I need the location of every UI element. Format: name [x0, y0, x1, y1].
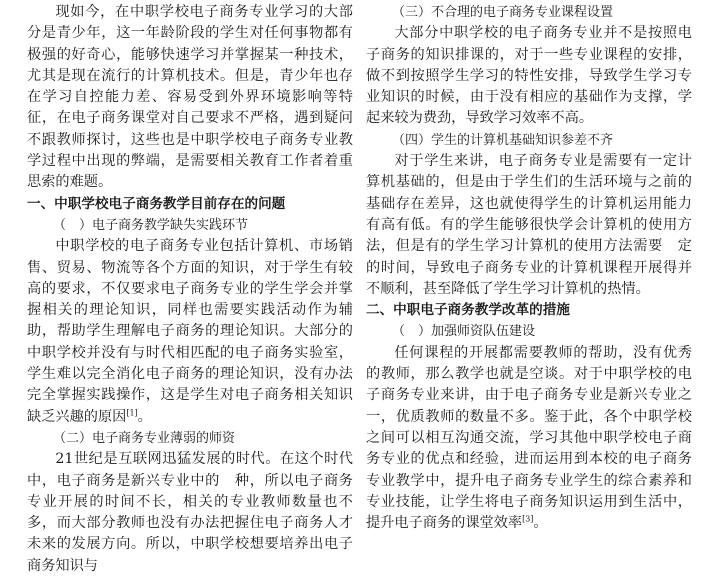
paragraph-computer-basics: 对于学生来讲，电子商务专业是需要有一定计算机基础的，但是由于学生们的生活环境与之前的基础存在差异，这也就使得学生的计算机运用能力有高有低。有的学生能够很快学会计算机的使用方法，但是有的学生学习计算机的使用方法需要 定的时间，导致电子商务专业的计算机课程开展得并不顺利，甚至降低了学生学习计算机的热情。: [366, 153, 692, 297]
right-column: [366, 2, 692, 534]
section-heading-problems: 一、中职学校电子商务教学目前存在的问题: [27, 195, 286, 212]
paragraph-practice-end: 。: [137, 408, 152, 425]
paragraph-practice-text: 中职学校的电子商务专业包括计算机、市场销售、贸易、物流等各个方面的知识，对于学生有较高的要求，不仅要求电子商务专业的学生学会并掌握相关的理论知识，同样也需要实践活动作为辅助，帮助学生理解电子商务的理论知识。大部分的中职学校并没有与时代相匹配的电子商务实验室，学生难以完全消化电子商务的理论知识，没有办法完全掌握实践操作，这是学生对电子商务相关知识缺乏兴趣的原因: [27, 238, 353, 425]
paragraph-practice: [27, 236, 353, 428]
paragraph-teachers: 21世纪是互联网迅猛发展的时代。在这个时代中，电子商务是新兴专业中的 种，所以电子商务专业开展的时间不长，相关的专业教师数量也不多，而大部分教师也没有办法把握住电子商务人才未来的发展方向。所以，中职学校想要培养出电子商务知识与: [27, 451, 353, 574]
citation-1: [1]: [126, 407, 138, 417]
paragraph-teacher-team-end: 。: [533, 515, 548, 532]
paragraph-curriculum: 大部分中职学校的电子商务专业并不是按照电子商务的知识排课的，对于一些专业课程的安排，做不到按照学生学习的特性安排，导致学生学习专业知识的时候，由于没有相应的基础作为支撑，学起来较为费劲，导致学习效率不高。: [366, 25, 692, 127]
subheading-weak-teachers: （二）电子商务专业薄弱的师资: [53, 430, 236, 446]
subheading-computer-basics: （四）学生的计算机基础知识参差不齐: [392, 132, 614, 148]
subheading-teacher-team: （ ）加强师资队伍建设: [392, 324, 536, 340]
citation-3: [3]: [522, 514, 534, 524]
subheading-curriculum: （三）不合理的电子商务专业课程设置: [392, 5, 614, 20]
intro-paragraph: 现如今，在中职学校电子商务专业学习的大部分是青少年，这一年龄阶段的学生对任何事物都有极强的好奇心，能够快速学习并掌握某一种技术，尤其是现在流行的计算机技术。但是，青少年也存在学习自控能力差、容易受到外界环境影响等特征，在电子商务课堂对自己要求不严格，遇到疑问不跟教师探讨，这些也是中职学校电子商务专业教学过程中出现的弊端，是需要相关教育工作者着重思索的难题。: [27, 4, 353, 191]
paragraph-teacher-team-text: 任何课程的开展都需要教师的帮助，没有优秀的教师，那么教学也就是空谈。对于中职学校的电子商务专业来讲，由于电子商务专业是新兴专业之一，优质教师的数量不多。鉴于此，各个中职学校之间可以相互沟通交流，学习其他中职学校电子商务专业的优点和经验，进而运用到本校的电子商务专业教学中，提升电子商务专业学生的综合素养和专业技能，让学生将电子商务知识运用到生活中，提升电子商务的课堂效率: [366, 344, 692, 532]
section-heading-reform: 二、中职电子商务教学改革的措施: [366, 302, 570, 319]
subheading-practice-missing: （ ）电子商务教学缺失实践环节: [53, 217, 249, 233]
paragraph-teacher-team: [366, 343, 692, 535]
